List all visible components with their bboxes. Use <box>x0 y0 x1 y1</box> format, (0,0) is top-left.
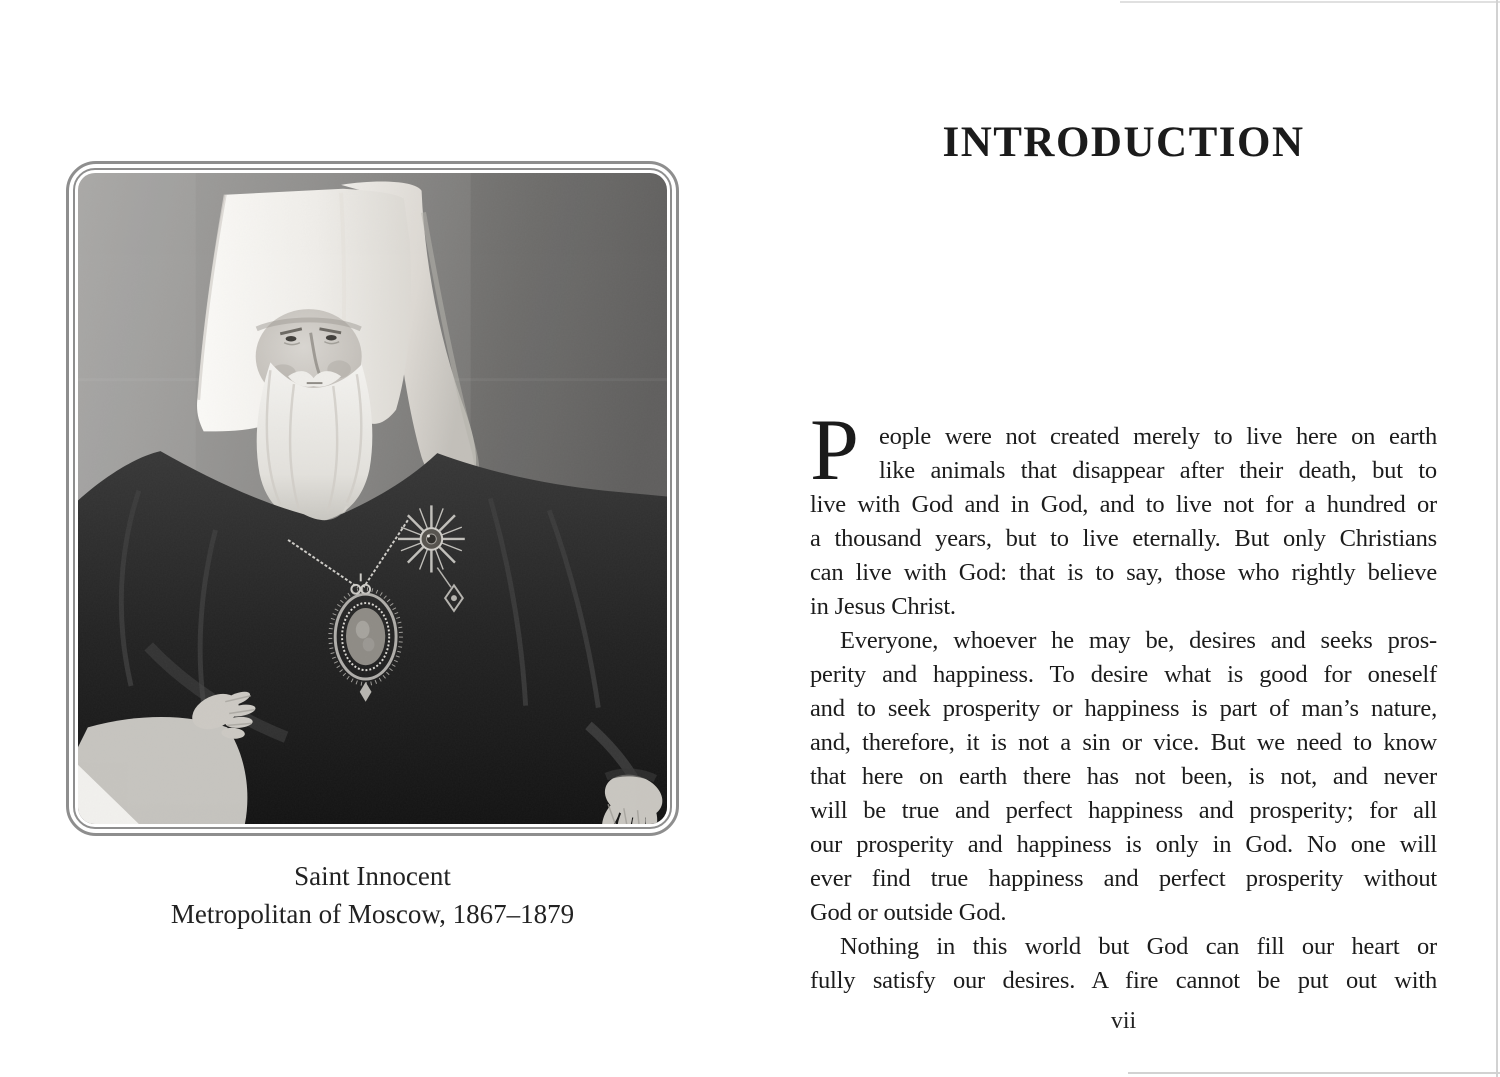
chapter-title: INTRODUCTION <box>942 119 1305 166</box>
text-line: and, therefore, it is not a sin or vice. But we need to know <box>810 729 1437 756</box>
page-number: vii <box>1110 1008 1137 1034</box>
text-line: our prosperity and happiness is only in God. No one will <box>810 831 1437 858</box>
text-line: eople were not created merely to live here on earth <box>879 423 1437 450</box>
paragraph-3 <box>810 930 1437 998</box>
text-line: fully satisfy our desires. A fire cannot be put out with <box>810 967 1437 994</box>
text-line: ever find true happiness and perfect prosperity without <box>810 865 1437 892</box>
text-line: a thousand years, but to live eternally. But only Christians <box>810 525 1437 552</box>
caption-line-1: Saint Innocent <box>294 861 451 891</box>
page-scan-edge-right <box>1496 0 1498 1077</box>
portrait-photo-area <box>78 173 667 824</box>
body-text <box>810 402 1437 998</box>
portrait-frame-inner-line <box>73 168 672 829</box>
text-line: God or outside God. <box>810 899 1007 926</box>
text-line: perity and happiness. To desire what is good for oneself <box>810 661 1437 688</box>
drop-cap: P <box>810 402 859 499</box>
text-line: in Jesus Christ. <box>810 593 956 620</box>
text-line: will be true and perfect happiness and prosperity; for all <box>810 797 1437 824</box>
page-scan-edge-top <box>1120 1 1500 3</box>
text-line: Nothing in this world but God can fill our heart or <box>840 933 1437 960</box>
text-line: and to seek prosperity or happiness is part of man’s nature, <box>810 695 1437 722</box>
text-line: can live with God: that is to say, those who rightly believe <box>810 559 1437 586</box>
paragraph-1 <box>810 402 1437 624</box>
portrait-caption <box>66 857 679 933</box>
portrait-photo <box>78 173 667 824</box>
text-line: Everyone, whoever he may be, desires and seeks pros- <box>840 627 1437 654</box>
text-line: live with God and in God, and to live not for a hundred or <box>810 491 1437 518</box>
portrait-frame <box>66 161 679 836</box>
caption-line-2: Metropolitan of Moscow, 1867–1879 <box>170 899 575 929</box>
page-scan-edge-bottom <box>1128 1072 1500 1074</box>
text-line: that here on earth there has not been, is not, and never <box>810 763 1437 790</box>
paragraph-2 <box>810 624 1437 930</box>
text-line: like animals that disappear after their death, but to <box>879 457 1437 484</box>
